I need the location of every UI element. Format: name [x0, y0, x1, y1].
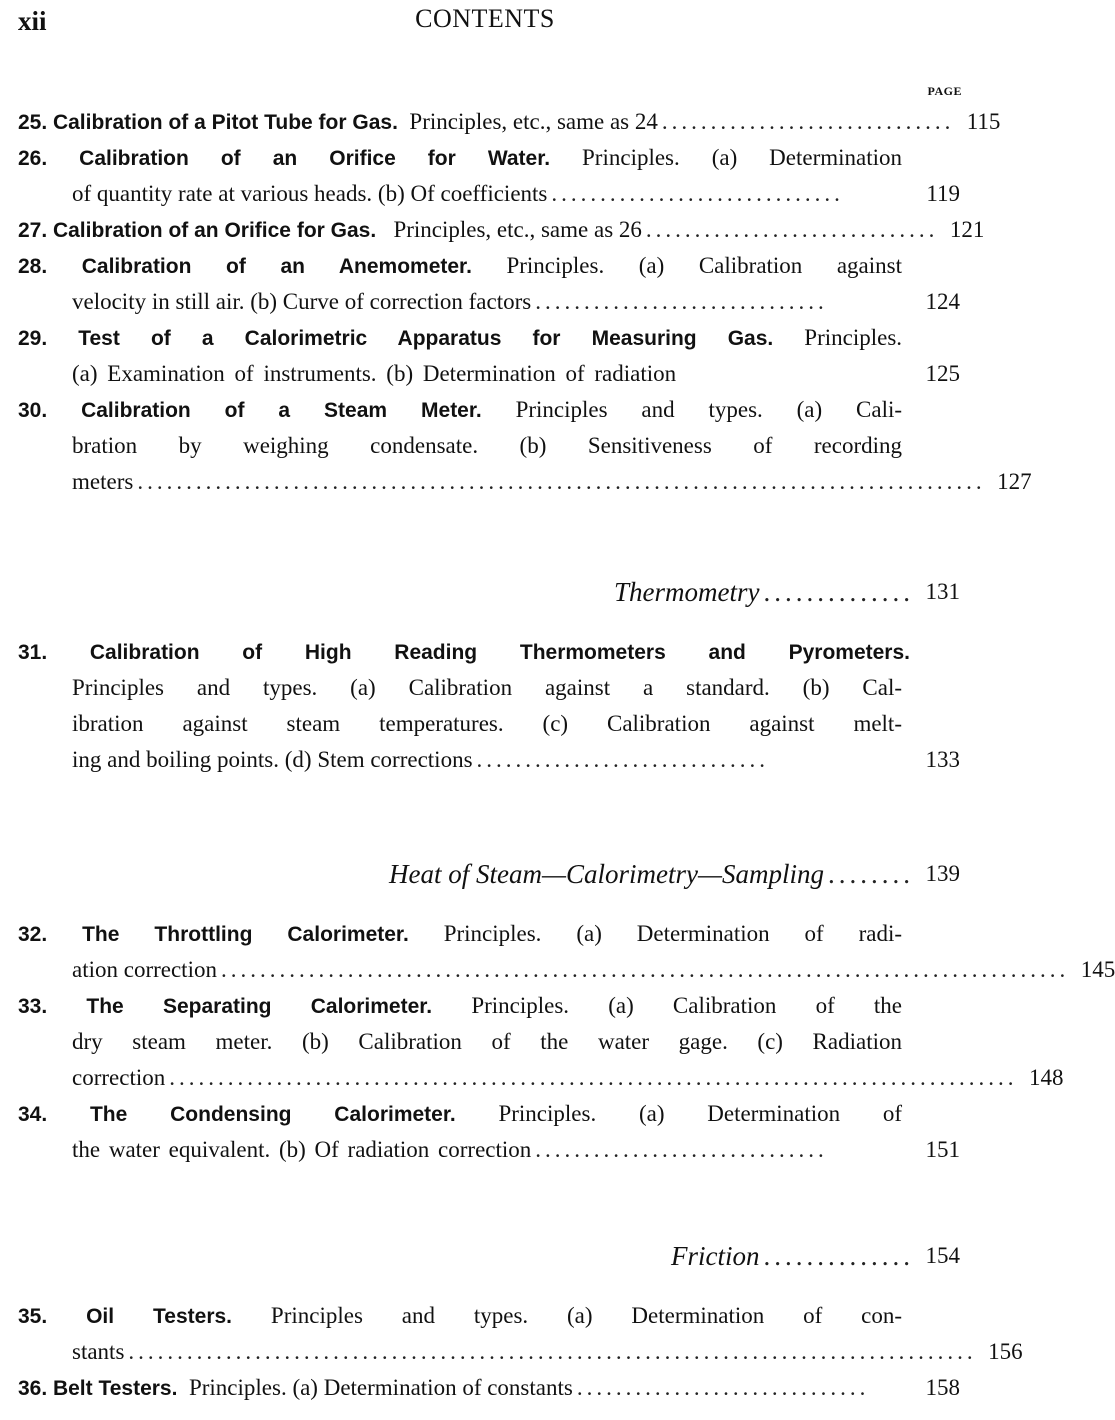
toc-line — [18, 1132, 960, 1168]
entry-text: (a) Examination of instruments. (b) Determination of radiation — [72, 361, 677, 386]
entry-text: ing and boiling points. (d) Stem corrections — [72, 747, 473, 772]
page-number: 133 — [925, 747, 960, 772]
leader-dots: .............................. — [551, 181, 844, 206]
toc-line — [18, 1334, 1023, 1370]
page-number: 131 — [925, 579, 960, 604]
entry-number: 30. — [18, 399, 48, 422]
entry-title: Test of a Calorimetric Apparatus for Measuring Gas. — [78, 327, 774, 350]
toc-entry — [18, 916, 1115, 988]
page-number: 151 — [925, 1137, 960, 1162]
toc-line — [18, 634, 960, 670]
entry-text: Principles. — [804, 325, 903, 350]
toc-line — [18, 988, 960, 1024]
entry-title: The Separating Calorimeter. — [86, 995, 433, 1018]
toc-line — [18, 1096, 960, 1132]
entry-number: 29. — [18, 327, 48, 350]
leader-dots: .............................. — [535, 1137, 828, 1162]
toc-entry — [18, 1298, 1023, 1370]
page-column-label: PAGE — [927, 84, 962, 98]
toc-line — [18, 706, 960, 742]
entry-title: The Throttling Calorimeter. — [82, 923, 409, 946]
page-number: 158 — [925, 1375, 960, 1400]
toc-line — [18, 1298, 960, 1334]
entry-number: 33. — [18, 995, 48, 1018]
toc-line — [18, 212, 985, 248]
toc-line — [18, 916, 960, 952]
leader-dots: ....................................................................................... — [220, 957, 1070, 982]
toc-line — [18, 1060, 1064, 1096]
entry-title: Calibration of a Steam Meter. — [81, 399, 482, 422]
section-heading — [18, 856, 960, 892]
entry-number: 32. — [18, 923, 48, 946]
toc-line — [18, 670, 960, 706]
section-title: Thermometry — [614, 577, 760, 607]
entry-text: Principles and types. (a) Cali- — [515, 397, 903, 422]
leader-dots: ....................................................................................... — [137, 469, 986, 494]
entry-title: Calibration of a Pitot Tube for Gas. — [52, 111, 398, 134]
entry-text: meters — [72, 469, 134, 494]
entry-text: the water equivalent. (b) Of radiation correction — [72, 1137, 532, 1162]
section-title: Friction — [671, 1241, 760, 1271]
leader-dots — [676, 356, 914, 392]
entry-number: 26. — [18, 147, 48, 170]
entry-title: Calibration of High Reading Thermometers and Pyrometers. — [89, 641, 910, 664]
entry-text: Principles. (a) Determination of radi- — [443, 921, 902, 946]
entry-title: Calibration of an Orifice for Water. — [79, 147, 551, 170]
toc-entry — [18, 1096, 960, 1168]
entry-text: Principles and types. (a) Determination of con- — [270, 1303, 903, 1328]
entry-title: Belt Testers. — [52, 1377, 178, 1400]
leader-dots: .............................. — [661, 109, 955, 134]
entry-text: dry steam meter. (b) Calibration of the water gage. (c) Radiation — [72, 1029, 902, 1054]
entry-title: The Condensing Calorimeter. — [89, 1103, 456, 1126]
entry-text: Principles, etc., same as 24 — [409, 109, 658, 134]
page-number: 125 — [925, 361, 960, 386]
toc-entry — [18, 988, 1064, 1096]
entry-number: 34. — [18, 1103, 48, 1126]
page-number: 127 — [997, 469, 1032, 494]
page-number: 124 — [925, 289, 960, 314]
toc-line — [18, 742, 960, 778]
entry-text: Principles. (a) Calibration against — [506, 253, 902, 278]
entry-number: 35. — [18, 1305, 48, 1328]
page-number: 121 — [949, 217, 985, 242]
toc-line — [18, 428, 960, 464]
section-heading — [18, 574, 960, 610]
toc-entry — [18, 104, 1001, 140]
running-title: CONTENTS — [415, 4, 555, 33]
toc-line — [18, 104, 1001, 140]
toc-line — [18, 1024, 960, 1060]
toc-entry — [18, 212, 985, 248]
page-number: 148 — [1028, 1065, 1064, 1090]
toc-line — [18, 176, 960, 212]
page-number: 139 — [925, 861, 960, 886]
leader-dots: ....................................................................................... — [169, 1065, 1018, 1090]
leader-dots: .............................. — [476, 747, 770, 772]
toc-line — [18, 392, 960, 428]
entry-text: Principles. (a) Determination of — [498, 1101, 903, 1126]
entry-text: ation correction — [72, 957, 217, 982]
leader-dots: .............. — [763, 577, 914, 607]
entry-text: Principles. (a) Determination — [582, 145, 903, 170]
entry-title: Calibration of an Anemometer. — [81, 255, 472, 278]
entry-number: 25. — [18, 111, 48, 134]
leader-dots: .............................. — [645, 217, 939, 242]
toc-line — [18, 356, 960, 392]
toc-line — [18, 140, 960, 176]
entry-number: 36. — [18, 1377, 48, 1400]
leader-dots: ........ — [828, 859, 914, 889]
toc-line — [18, 952, 1115, 988]
page-number: 156 — [988, 1339, 1023, 1364]
toc-entry — [18, 392, 1032, 500]
page-number: 145 — [1080, 957, 1115, 982]
section-title: Heat of Steam—Calorimetry—Sampling — [389, 859, 824, 889]
toc-entry — [18, 1370, 960, 1406]
leader-dots: .............................. — [535, 289, 828, 314]
toc-entry — [18, 140, 960, 212]
page-number: 115 — [966, 109, 1001, 134]
toc-line — [18, 320, 960, 356]
folio-number: xii — [18, 6, 47, 36]
entry-text: Principles. (a) Calibration of the — [471, 993, 902, 1018]
toc-line — [18, 248, 960, 284]
entry-title: Oil Testers. — [86, 1305, 233, 1328]
entry-title: Calibration of an Orifice for Gas. — [52, 219, 377, 242]
toc-entry — [18, 248, 960, 320]
entry-number: 31. — [18, 641, 48, 664]
entry-text: of quantity rate at various heads. (b) Of coefficients — [72, 181, 548, 206]
entry-text: ibration against steam temperatures. (c) Calibration against melt- — [72, 711, 902, 736]
leader-dots: .............................. — [576, 1375, 870, 1400]
toc-entry — [18, 634, 960, 778]
entry-text: stants — [72, 1339, 125, 1364]
toc-entry — [18, 320, 960, 392]
toc-line — [18, 1370, 960, 1406]
entry-text: velocity in still air. (b) Curve of correction factors — [72, 289, 532, 314]
entry-text: Principles, etc., same as 26 — [393, 217, 642, 242]
entry-number: 28. — [18, 255, 48, 278]
entry-number: 27. — [18, 219, 48, 242]
entry-text: bration by weighing condensate. (b) Sensitiveness of recording — [72, 433, 902, 458]
page-number: 119 — [926, 181, 960, 206]
leader-dots: .............. — [763, 1241, 914, 1271]
section-heading — [18, 1238, 960, 1274]
entry-text: correction — [72, 1065, 166, 1090]
leader-dots: ....................................................................................... — [128, 1339, 977, 1364]
toc-line — [18, 284, 960, 320]
entry-text: Principles and types. (a) Calibration against a standard. (b) Cal- — [72, 675, 902, 700]
entry-text: Principles. (a) Determination of constants — [188, 1375, 573, 1400]
toc-line — [18, 464, 1032, 500]
page-number: 154 — [925, 1243, 960, 1268]
